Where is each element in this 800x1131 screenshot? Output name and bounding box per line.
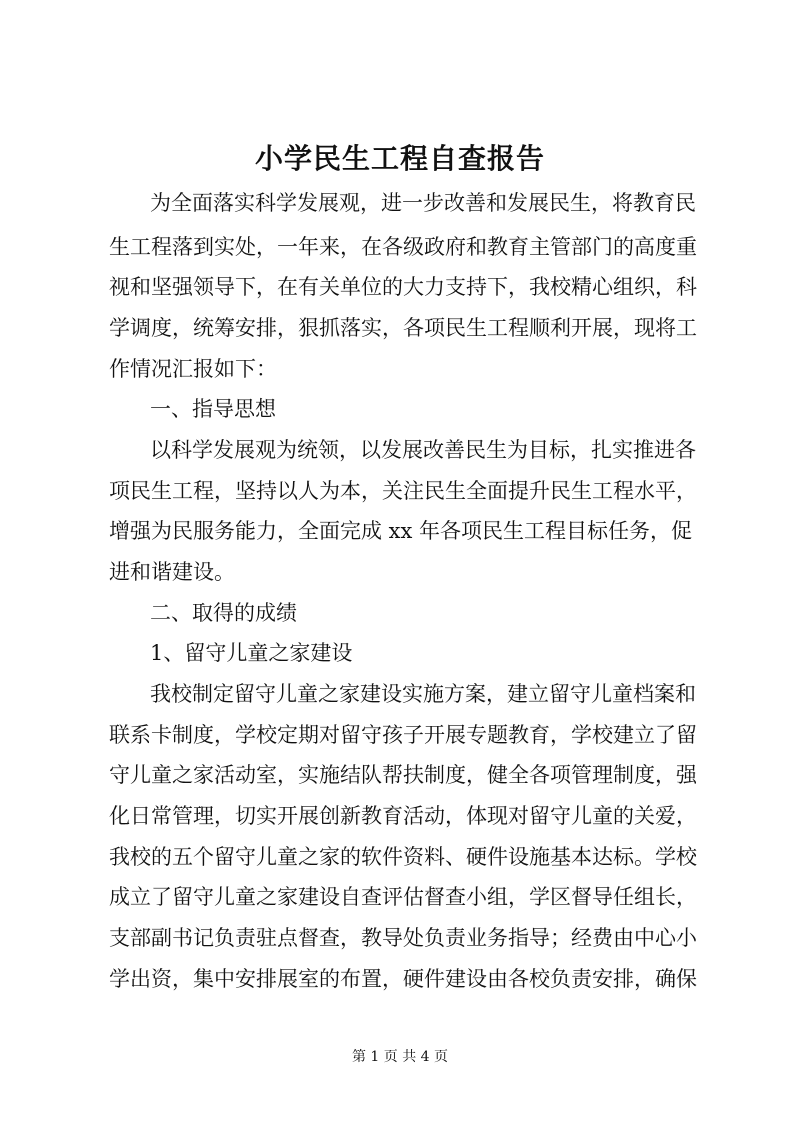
paragraph-line: 以科学发展观为统领，以发展改善民生为目标，扎实推进各	[150, 438, 696, 462]
paragraph-line: 学出资，集中安排展室的布置，硬件建设由各校负责安排，确保	[109, 967, 697, 991]
section-heading: 一、指导思想	[150, 397, 276, 421]
paragraph-line: 进和谐建设。	[109, 560, 235, 584]
paragraph-line: 作情况汇报如下：	[109, 357, 277, 381]
paragraph-line: 成立了留守儿童之家建设自查评估督查小组，学区督导任组长，	[109, 885, 697, 909]
paragraph-line: 我校的五个留守儿童之家的软件资料、硬件设施基本达标。学校	[109, 845, 697, 869]
paragraph-line: 项民生工程，坚持以人为本，关注民生全面提升民生工程水平，	[109, 479, 697, 503]
page-number: 第 1 页 共 4 页	[351, 1049, 449, 1065]
paragraph-line: 联系卡制度，学校定期对留守孩子开展专题教育，学校建立了留	[109, 723, 697, 747]
paragraph-line: 化日常管理，切实开展创新教育活动，体现对留守儿童的关爱，	[109, 804, 697, 828]
section-heading: 二、取得的成绩	[150, 601, 297, 625]
paragraph-line: 支部副书记负责驻点督查，教导处负责业务指导；经费由中心小	[109, 926, 697, 950]
paragraph-line: 生工程落到实处，一年来，在各级政府和教育主管部门的高度重	[109, 235, 697, 259]
paragraph-line: 守儿童之家活动室，实施结队帮扶制度，健全各项管理制度，强	[109, 763, 697, 787]
paragraph-line: 为全面落实科学发展观，进一步改善和发展民生，将教育民	[150, 191, 696, 215]
subsection-heading: 1、留守儿童之家建设	[150, 641, 353, 665]
paragraph-line: 增强为民服务能力，全面完成 xx 年各项民生工程目标任务，促	[109, 519, 693, 543]
paragraph-line: 视和坚强领导下，在有关单位的大力支持下，我校精心组织，科	[109, 275, 697, 299]
paragraph-line: 学调度，统筹安排，狠抓落实，各项民生工程顺利开展，现将工	[109, 316, 697, 340]
document-title: 小学民生工程自查报告	[254, 142, 545, 175]
paragraph-line: 我校制定留守儿童之家建设实施方案，建立留守儿童档案和	[150, 682, 696, 706]
